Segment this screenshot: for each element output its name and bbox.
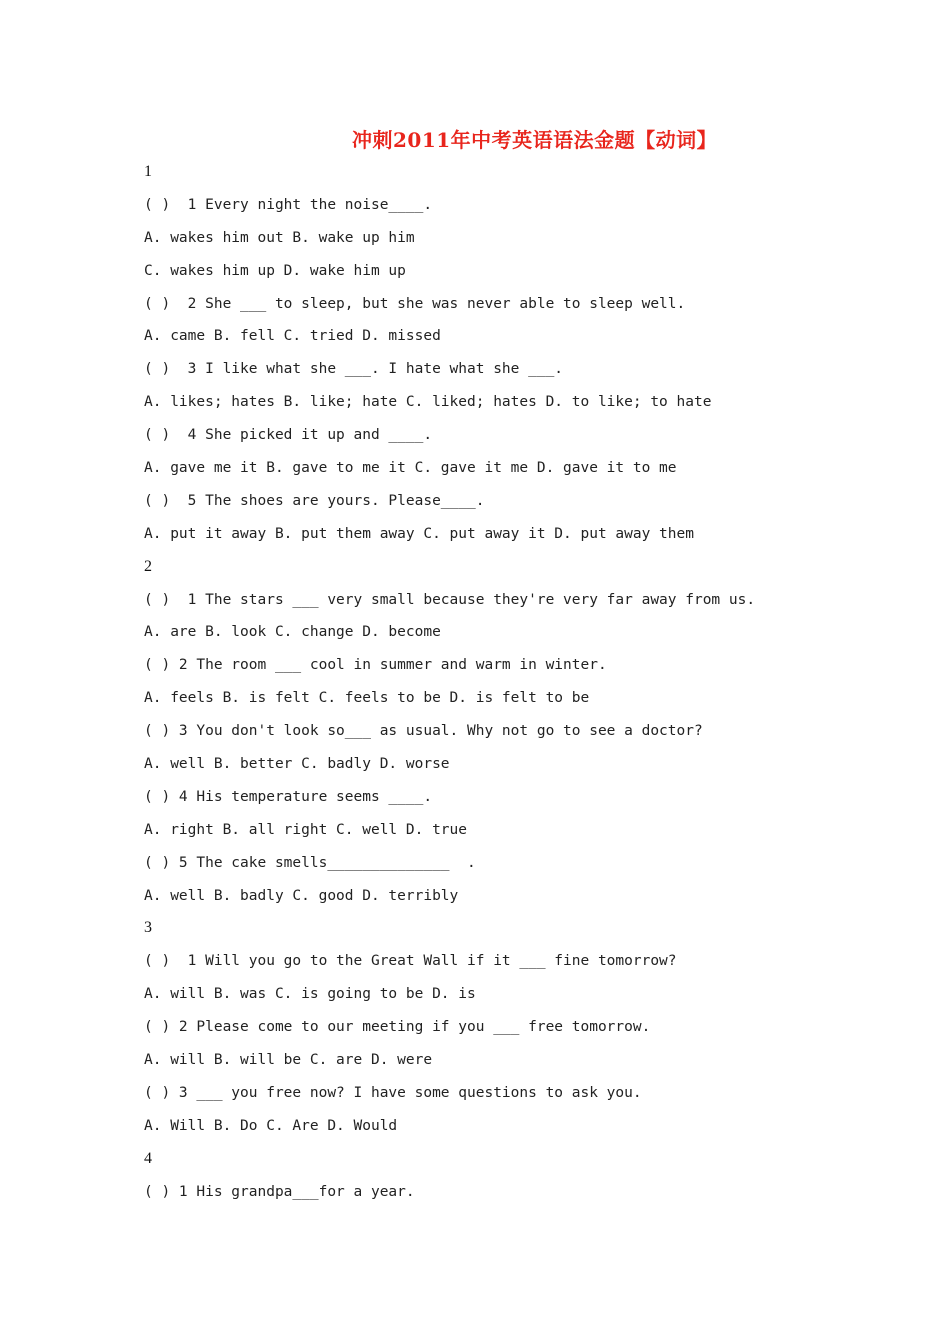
question-line: ( ) 1 Every night the noise____. xyxy=(144,196,433,213)
question-line: ( ) 2 She ___ to sleep, but she was never able to sleep well. xyxy=(144,295,686,312)
question-line: ( ) 3 I like what she ___. I hate what she ___. xyxy=(144,361,564,378)
options-line: A. well B. better C. badly D. worse xyxy=(144,756,450,773)
options-line: C. wakes him up D. wake him up xyxy=(144,262,406,279)
question-line: ( ) 4 She picked it up and ____. xyxy=(144,427,433,444)
question-line: ( ) 2 The room ___ cool in summer and warm in winter. xyxy=(144,657,607,674)
options-line: A. well B. badly C. good D. terribly xyxy=(144,887,459,904)
section-number: 3 xyxy=(144,919,152,937)
question-line: ( ) 1 His grandpa___for a year. xyxy=(144,1183,415,1200)
section-number: 1 xyxy=(144,163,152,180)
question-line: ( ) 5 The cake smells______________ . xyxy=(144,854,476,871)
question-line: ( ) 5 The shoes are yours. Please____. xyxy=(144,492,485,509)
question-line: ( ) 4 His temperature seems ____. xyxy=(144,788,433,805)
options-line: A. came B. fell C. tried D. missed xyxy=(144,328,441,345)
options-line: A. feels B. is felt C. feels to be D. is felt to be xyxy=(144,690,590,707)
section-number: 2 xyxy=(144,557,152,575)
question-list xyxy=(144,156,884,1209)
options-line: A. are B. look C. change D. become xyxy=(144,624,441,641)
question-line: ( ) 2 Please come to our meeting if you ___ free tomorrow. xyxy=(144,1019,651,1036)
options-line: A. put it away B. put them away C. put away it D. put away them xyxy=(144,525,694,542)
options-line: A. Will B. Do C. Are D. Would xyxy=(144,1117,398,1134)
question-line: ( ) 1 Will you go to the Great Wall if it ___ fine tomorrow? xyxy=(144,953,677,970)
question-line: ( ) 1 The stars ___ very small because they're very far away from us. xyxy=(144,591,756,608)
options-line: A. likes; hates B. like; hate C. liked; hates D. to like; to hate xyxy=(144,394,712,411)
options-line: A. will B. will be C. are D. were xyxy=(144,1052,433,1069)
options-line: A. gave me it B. gave to me it C. gave it me D. gave it to me xyxy=(144,460,677,477)
question-line: ( ) 3 ___ you free now? I have some questions to ask you. xyxy=(144,1084,642,1101)
options-line: A. wakes him out B. wake up him xyxy=(144,229,415,246)
options-line: A. right B. all right C. well D. true xyxy=(144,821,468,838)
section-number: 4 xyxy=(144,1149,152,1167)
options-line: A. will B. was C. is going to be D. is xyxy=(144,986,476,1003)
page-title: 冲刺2011年中考英语语法金题【动词】 xyxy=(352,128,718,152)
question-line: ( ) 3 You don't look so___ as usual. Why not go to see a doctor? xyxy=(144,723,703,740)
